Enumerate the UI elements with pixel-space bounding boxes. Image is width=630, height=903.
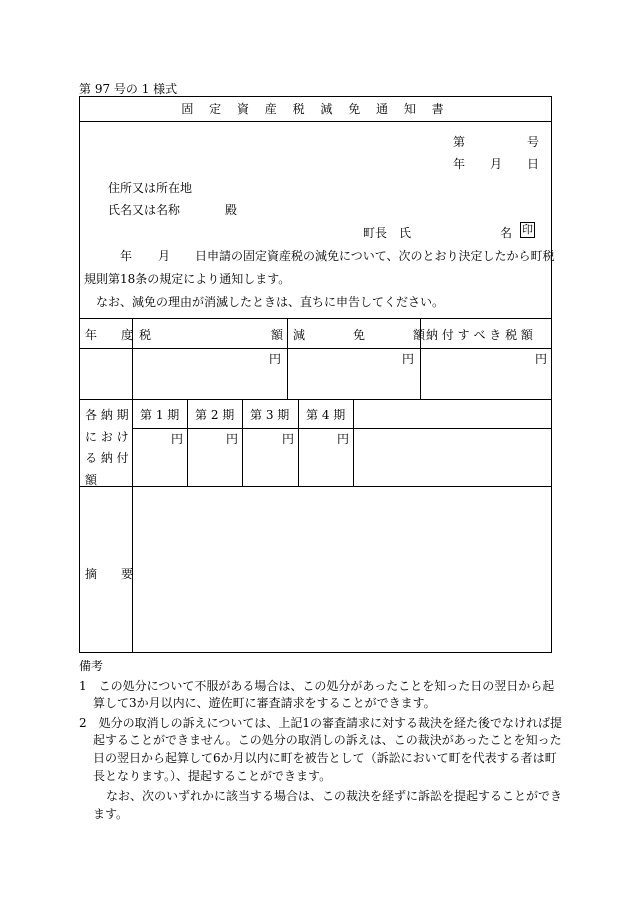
date-year: 年 <box>453 157 466 171</box>
date-month: 月 <box>490 157 503 171</box>
form-title: 固 定 資 産 税 減 免 通 知 書 <box>80 97 551 122</box>
body-year: 年 <box>120 249 133 263</box>
issuer-title: 町長 氏 <box>363 226 412 240</box>
seal-mark: 印 <box>522 223 533 236</box>
yen-period-4: 円 <box>337 432 350 446</box>
note-2-line-2: 起することができません。この処分の取消しの訴えは、この裁決があったことを知った <box>93 733 562 747</box>
yen-period-2: 円 <box>226 432 239 446</box>
note-1-line-2: 算して3か月以内に、遊佐町に審査請求をすることができます。 <box>93 696 436 710</box>
doc-number-suffix: 号 <box>527 135 540 149</box>
body-line-1: 日申請の固定資産税の減免について、次のとおり決定したから町税 <box>195 249 555 263</box>
period-4: 第 4 期 <box>306 408 346 422</box>
col-tax: 税 額 <box>139 328 284 342</box>
note-1-line-1: 1 この処分について不服がある場合は、この処分があったことを知った日の翌日から起 <box>79 679 555 693</box>
body-month: 月 <box>158 249 171 263</box>
installment-label-3: る 納 付 <box>85 451 129 465</box>
installment-label-4: 額 <box>85 473 98 487</box>
note-2-line-4: 長となります。）、提起することができます。 <box>93 769 332 783</box>
doc-number-prefix: 第 <box>453 135 466 149</box>
form-number: 第 97 号の 1 様式 <box>79 82 178 96</box>
col-payable: 納 付 す べ き 税 額 <box>426 328 533 342</box>
period-3: 第 3 期 <box>250 408 290 422</box>
installment-label-1: 各 納 期 <box>85 408 129 422</box>
body-line-2: 規則第18条の規定により通知します。 <box>84 272 291 286</box>
note-2-line-3: 日の翌日から起算して6か月以内に町を被告として（訴訟において町を代表する者は町 <box>93 751 557 765</box>
date-day: 日 <box>527 157 540 171</box>
period-1: 第 1 期 <box>140 408 180 422</box>
yen-payable: 円 <box>535 352 548 366</box>
period-2: 第 2 期 <box>195 408 235 422</box>
notice-form <box>79 96 555 653</box>
col-year: 年 度 <box>85 328 134 342</box>
note-2-line-5: なお、次のいずれかに該当する場合は、この裁決を経ずに訴訟を提起することができ <box>106 789 563 803</box>
note-2-line-6: ます。 <box>93 807 129 821</box>
issuer-name-mark: 名 <box>500 226 513 240</box>
summary-label: 摘 要 <box>85 567 134 581</box>
body-line-3: なお、減免の理由が消滅したときは、直ちに申告してください。 <box>96 295 445 309</box>
notes-heading: 備考 <box>79 659 104 673</box>
yen-period-1: 円 <box>171 432 184 446</box>
note-2-line-1: 2 処分の取消しの訴えについては、上記1の審査請求に対する裁決を経た後でなければ提 <box>79 716 563 730</box>
honorific: 殿 <box>225 203 238 217</box>
address-label: 住所又は所在地 <box>108 181 193 195</box>
name-label: 氏名又は名称 <box>108 203 181 217</box>
yen-period-3: 円 <box>282 432 295 446</box>
yen-tax: 円 <box>269 352 282 366</box>
installment-label-2: に お け <box>85 430 129 444</box>
yen-reduction: 円 <box>402 352 415 366</box>
col-reduction: 減 免 額 <box>293 328 426 342</box>
